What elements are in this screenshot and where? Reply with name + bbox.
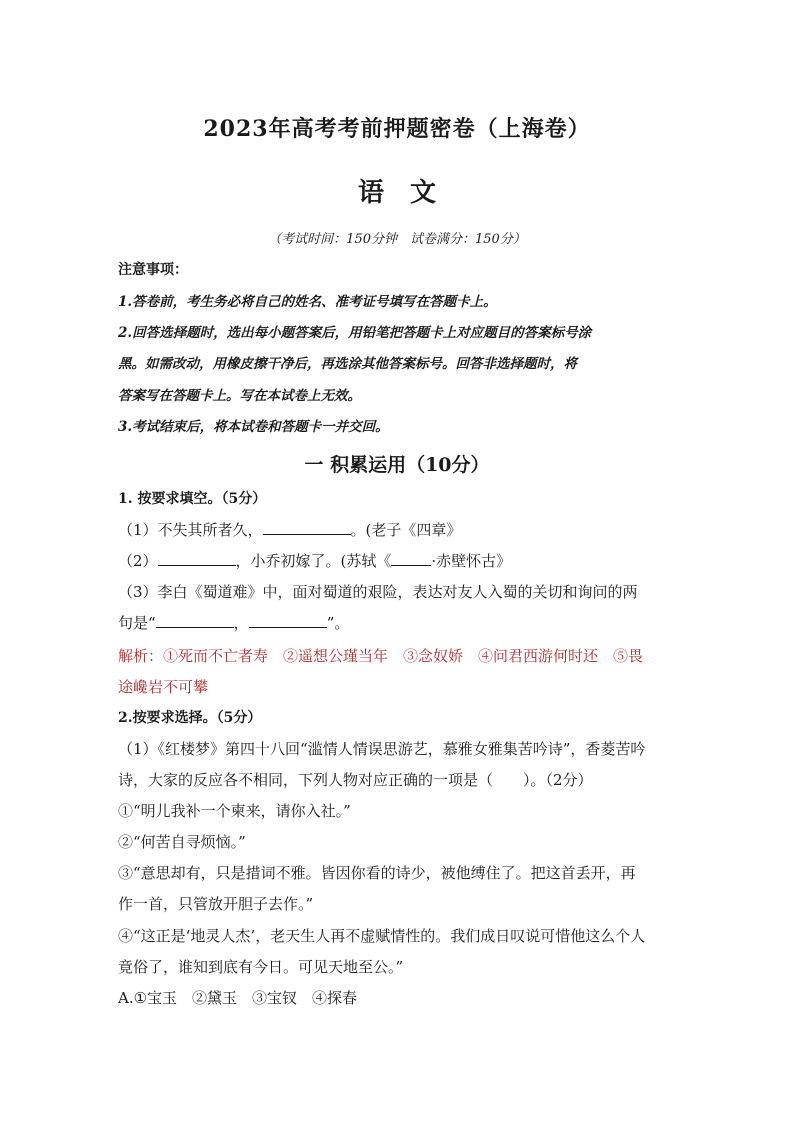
question-1-item-2 — [118, 550, 688, 571]
notice-item: 3.考试结束后，将本试卷和答题卡一并交回。 — [118, 419, 389, 435]
quote-option: 作一首，只管放开胆子去作。” — [118, 895, 314, 913]
exam-title: 2023年高考考前押题密卷（上海卷） — [203, 116, 591, 142]
question-1-heading: 1. 按要求填空。（5分） — [118, 491, 267, 507]
quote-option: ②“何苦自寻烦恼。” — [118, 833, 246, 851]
answer-blank[interactable] — [158, 551, 236, 566]
item-text: ，小乔初嫁了。(苏轼《 — [235, 552, 392, 570]
notice-heading: 注意事项： — [118, 262, 188, 278]
item-text: （2） — [118, 552, 158, 570]
question-1-item-3: （3）李白《蜀道难》中，面对蜀道的艰险，表达对友人入蜀的关切和询问的两 — [118, 583, 638, 601]
notice-item: 黑。如需改动，用橡皮擦干净后，再选涂其他答案标号。回答非选择题时，将 — [118, 356, 577, 372]
exam-info: （考试时间：150分钟 试卷满分：150分） — [268, 232, 526, 247]
answer-blank[interactable] — [263, 520, 351, 535]
question-2-intro: （1）《红楼梦》第四十八回“滥情人情误思游艺，慕雅女雅集苦吟诗”，香菱苦吟 — [118, 740, 646, 758]
item-text: ·赤壁怀古》 — [431, 552, 512, 570]
answer-explanation: 解析：①死而不亡者寿 ②遥想公瑾当年 ③念奴娇 ④问君西游何时还 ⑤畏 — [118, 647, 644, 665]
quote-option: ①“明儿我补一个柬来，请你入社。” — [118, 802, 351, 820]
item-text: ”。 — [326, 614, 350, 632]
answer-explanation: 途巉岩不可攀 — [118, 678, 209, 696]
choice-a[interactable]: A.①宝玉 ②黛玉 ③宝钗 ④探春 — [118, 989, 358, 1007]
item-text: ， — [233, 614, 249, 632]
question-2-heading: 2.按要求选择。（5分） — [118, 710, 262, 726]
notice-item: 答案写在答题卡上。写在本试卷上无效。 — [118, 388, 361, 404]
question-1-item-1 — [118, 519, 688, 540]
quote-option: ③“意思却有，只是措词不雅。皆因你看的诗少，被他缚住了。把这首丢开，再 — [118, 864, 636, 882]
subject-title: 语 文 — [357, 178, 436, 208]
answer-blank[interactable] — [156, 613, 234, 628]
item-text: （1）不失其所者久， — [118, 521, 263, 539]
question-2-intro: 诗，大家的反应各不相同，下列人物对应正确的一项是（ ）。（2分） — [118, 771, 593, 789]
item-text: 。(老子《四章》 — [350, 521, 462, 539]
quote-option: ④“这正是‘地灵人杰’，老天生人再不虚赋情性的。我们成日叹说可惜他这么个人 — [118, 927, 646, 945]
section-heading: 一 积累运用（10分） — [304, 454, 490, 476]
quote-option: 竟俗了，谁知到底有今日。可见天地至公。” — [118, 958, 404, 976]
notice-item: 1.答卷前，考生务必将自己的姓名、准考证号填写在答题卡上。 — [118, 294, 497, 310]
answer-blank[interactable] — [391, 551, 431, 566]
question-1-item-3-cont — [118, 612, 688, 633]
item-text: 句是“ — [118, 614, 156, 632]
notice-item: 2.回答选择题时，选出每小题答案后，用铅笔把答题卡上对应题目的答案标号涂 — [118, 325, 592, 341]
answer-blank[interactable] — [249, 613, 327, 628]
